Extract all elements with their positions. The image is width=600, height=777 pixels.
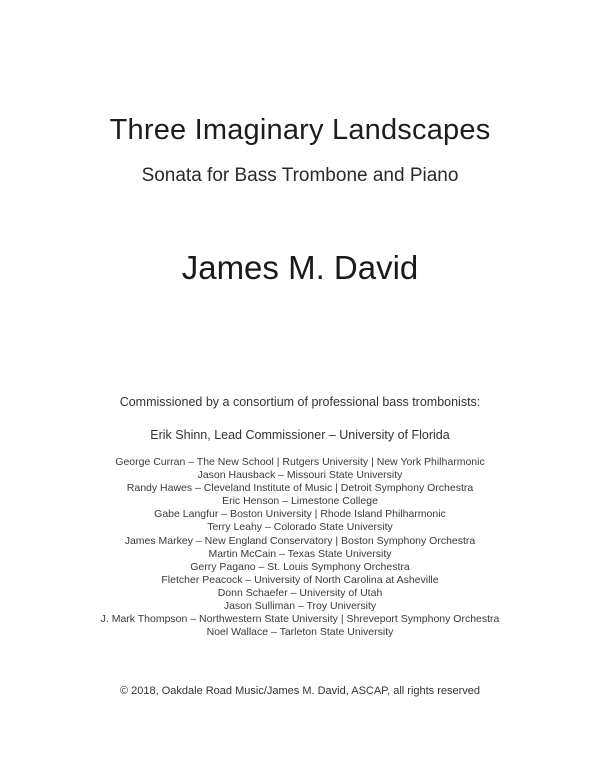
consortium-member: George Curran – The New School | Rutgers University | New York Philharmonic [115,456,485,468]
lead-commissioner: Erik Shinn, Lead Commissioner – University of Florida [150,428,450,442]
consortium-member: Eric Henson – Limestone College [222,495,378,508]
composer-name: James M. David [181,249,419,286]
consortium-member: Terry Leahy – Colorado State University [207,521,393,534]
consortium-member: Fletcher Peacock – University of North Carolina at Asheville [161,573,439,586]
consortium-member: Jason Sulliman – Troy University [223,600,377,613]
consortium-member: Noel Wallace – Tarleton State University [206,626,394,639]
copyright-notice: © 2018, Oakdale Road Music/James M. David, ASCAP, all rights reserved [119,685,481,697]
consortium-member: Randy Hawes – Cleveland Institute of Music | Detroit Symphony Orchestra [126,482,474,495]
consortium-member: Gerry Pagano – St. Louis Symphony Orchestra [190,560,410,573]
consortium-member: Martin McCain – Texas State University [208,547,392,560]
consortium-member: James Markey – New England Conservatory | Boston Symphony Orchestra [124,534,476,547]
consortium-member: J. Mark Thompson – Northwestern State University | Shreveport Symphony Orchestra [100,613,500,626]
consortium-member: Gabe Langfur – Boston University | Rhode Island Philharmonic [154,508,446,521]
work-subtitle: Sonata for Bass Trombone and Piano [141,165,459,186]
consortium-members-list [0,456,600,639]
consortium-member: Jason Hausback – Missouri State University [197,469,403,482]
commission-intro: Commissioned by a consortium of professional bass trombonists: [119,395,481,409]
work-title: Three Imaginary Landscapes [109,114,491,146]
consortium-member: Donn Schaefer – University of Utah [217,586,383,599]
